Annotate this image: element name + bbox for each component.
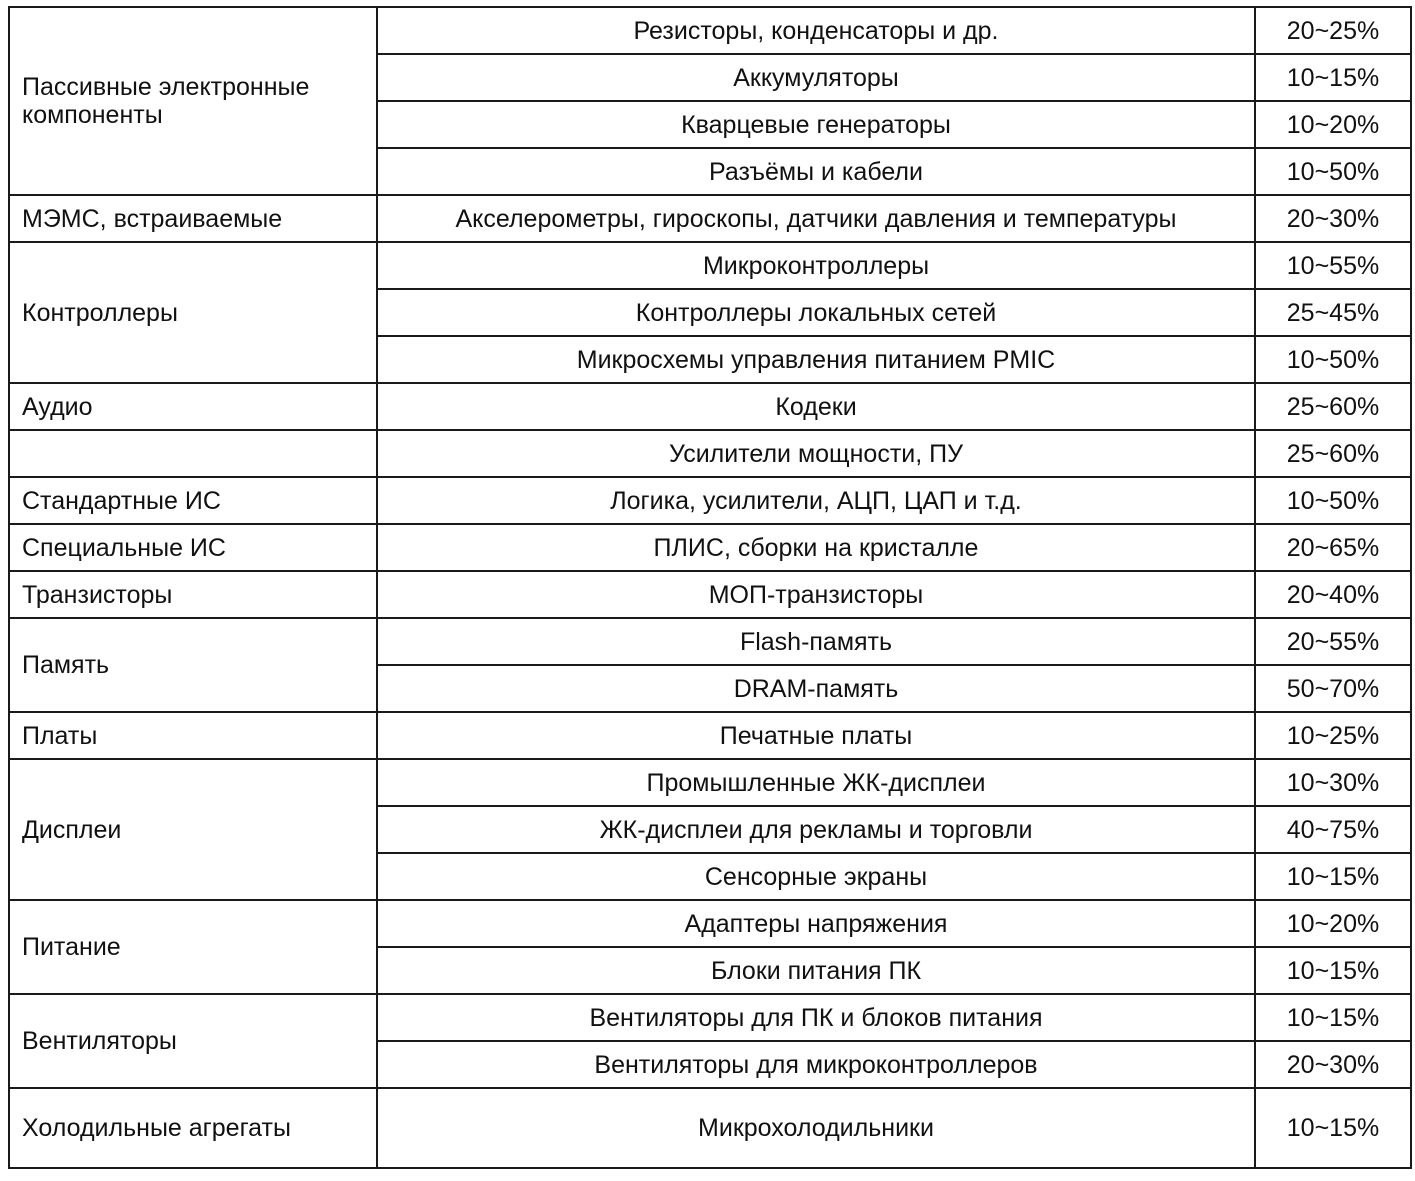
table-body [9, 7, 1411, 1168]
item-cell: Акселерометры, гироскопы, датчики давления и температуры [377, 195, 1255, 242]
item-cell: Вентиляторы для ПК и блоков питания [377, 994, 1255, 1041]
share-cell: 10~15% [1255, 54, 1411, 101]
share-cell: 10~20% [1255, 900, 1411, 947]
item-cell: Усилители мощности, ПУ [377, 430, 1255, 477]
table-row [9, 383, 1411, 430]
share-cell: 50~70% [1255, 665, 1411, 712]
share-cell: 25~45% [1255, 289, 1411, 336]
item-cell: Кварцевые генераторы [377, 101, 1255, 148]
table-row [9, 524, 1411, 571]
category-cell: Стандартные ИС [9, 477, 377, 524]
item-cell: ПЛИС, сборки на кристалле [377, 524, 1255, 571]
share-cell: 25~60% [1255, 430, 1411, 477]
item-cell: Контроллеры локальных сетей [377, 289, 1255, 336]
table-row [9, 7, 1411, 54]
category-cell: Дисплеи [9, 759, 377, 900]
item-cell: Аккумуляторы [377, 54, 1255, 101]
item-cell: Адаптеры напряжения [377, 900, 1255, 947]
item-cell: Промышленные ЖК-дисплеи [377, 759, 1255, 806]
table-row [9, 900, 1411, 947]
share-cell: 25~60% [1255, 383, 1411, 430]
table-row [9, 712, 1411, 759]
share-cell: 10~25% [1255, 712, 1411, 759]
share-cell: 20~25% [1255, 7, 1411, 54]
share-cell: 10~50% [1255, 336, 1411, 383]
category-cell: Аудио [9, 383, 377, 430]
share-cell: 20~65% [1255, 524, 1411, 571]
share-cell: 10~55% [1255, 242, 1411, 289]
category-cell: Питание [9, 900, 377, 994]
table-row [9, 759, 1411, 806]
share-cell: 10~15% [1255, 1088, 1411, 1168]
share-cell: 10~50% [1255, 148, 1411, 195]
share-cell: 20~55% [1255, 618, 1411, 665]
share-cell: 10~15% [1255, 853, 1411, 900]
item-cell: Разъёмы и кабели [377, 148, 1255, 195]
category-cell: МЭМС, встраиваемые [9, 195, 377, 242]
category-cell: Пассивные электронные компоненты [9, 7, 377, 195]
share-cell: 20~30% [1255, 195, 1411, 242]
category-cell [9, 430, 377, 477]
item-cell: Микрохолодильники [377, 1088, 1255, 1168]
component-share-table [8, 6, 1412, 1169]
share-cell: 10~30% [1255, 759, 1411, 806]
category-cell: Платы [9, 712, 377, 759]
item-cell: МОП-транзисторы [377, 571, 1255, 618]
table-row [9, 430, 1411, 477]
category-cell: Холодильные агрегаты [9, 1088, 377, 1168]
item-cell: DRAM-память [377, 665, 1255, 712]
category-cell: Память [9, 618, 377, 712]
item-cell: Блоки питания ПК [377, 947, 1255, 994]
item-cell: Резисторы, конденсаторы и др. [377, 7, 1255, 54]
item-cell: Flash-память [377, 618, 1255, 665]
share-cell: 10~15% [1255, 947, 1411, 994]
item-cell: Логика, усилители, АЦП, ЦАП и т.д. [377, 477, 1255, 524]
item-cell: ЖК-дисплеи для рекламы и торговли [377, 806, 1255, 853]
share-cell: 10~20% [1255, 101, 1411, 148]
table-row [9, 571, 1411, 618]
share-cell: 20~30% [1255, 1041, 1411, 1088]
share-cell: 10~15% [1255, 994, 1411, 1041]
share-cell: 40~75% [1255, 806, 1411, 853]
item-cell: Микросхемы управления питанием PMIC [377, 336, 1255, 383]
share-cell: 20~40% [1255, 571, 1411, 618]
item-cell: Вентиляторы для микроконтроллеров [377, 1041, 1255, 1088]
share-cell: 10~50% [1255, 477, 1411, 524]
category-cell: Транзисторы [9, 571, 377, 618]
table-row [9, 195, 1411, 242]
table-row [9, 477, 1411, 524]
item-cell: Кодеки [377, 383, 1255, 430]
category-cell: Специальные ИС [9, 524, 377, 571]
item-cell: Печатные платы [377, 712, 1255, 759]
table-row [9, 242, 1411, 289]
table-row [9, 618, 1411, 665]
category-cell: Контроллеры [9, 242, 377, 383]
table-row [9, 1088, 1411, 1168]
category-cell: Вентиляторы [9, 994, 377, 1088]
table-row [9, 994, 1411, 1041]
item-cell: Сенсорные экраны [377, 853, 1255, 900]
item-cell: Микроконтроллеры [377, 242, 1255, 289]
